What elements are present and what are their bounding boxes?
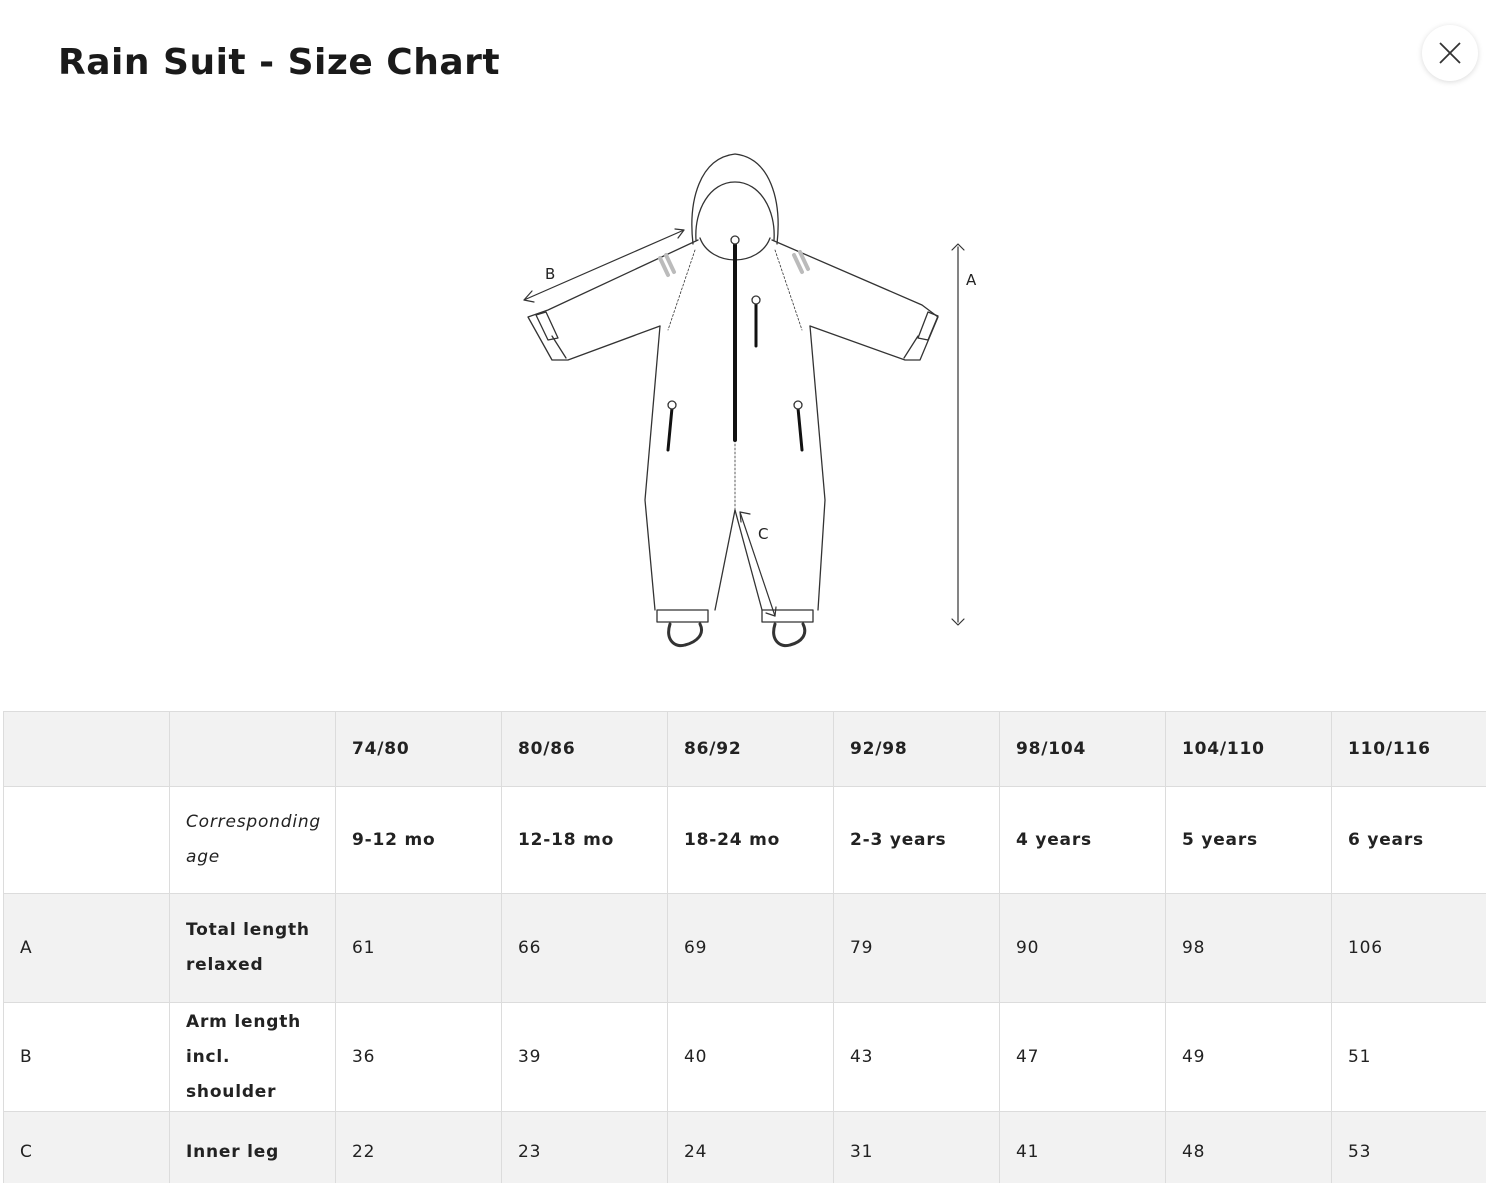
measurement-row-a — [4, 894, 1486, 1003]
measurement-label-cell: Inner leg — [170, 1112, 336, 1183]
value-cell: 106 — [1332, 894, 1486, 1003]
value-cell: 69 — [668, 894, 834, 1003]
row-code-cell: B — [4, 1003, 170, 1112]
age-label-cell: Corresponding age — [170, 787, 336, 894]
measurement-row-c — [4, 1112, 1486, 1183]
value-cell: 48 — [1166, 1112, 1332, 1183]
age-cell: 6 years — [1332, 787, 1486, 894]
value-cell: 41 — [1000, 1112, 1166, 1183]
age-cell: 18-24 mo — [668, 787, 834, 894]
value-cell: 61 — [336, 894, 502, 1003]
measurement-label-cell: Total length relaxed — [170, 894, 336, 1003]
rain-suit-diagram — [500, 140, 1000, 660]
value-cell: 43 — [834, 1003, 1000, 1112]
size-header-cell: 98/104 — [1000, 712, 1166, 787]
value-cell: 40 — [668, 1003, 834, 1112]
row-code-cell: A — [4, 894, 170, 1003]
value-cell: 47 — [1000, 1003, 1166, 1112]
value-cell: 98 — [1166, 894, 1332, 1003]
close-icon — [1437, 40, 1463, 66]
header-blank-cell — [4, 712, 170, 787]
size-table — [3, 711, 1486, 1183]
size-header-cell: 92/98 — [834, 712, 1000, 787]
value-cell: 24 — [668, 1112, 834, 1183]
value-cell: 39 — [502, 1003, 668, 1112]
age-row — [4, 787, 1486, 894]
value-cell: 53 — [1332, 1112, 1486, 1183]
age-cell: 4 years — [1000, 787, 1166, 894]
value-cell: 51 — [1332, 1003, 1486, 1112]
size-header-row — [4, 712, 1486, 787]
size-header-cell: 104/110 — [1166, 712, 1332, 787]
measure-label-b: B — [545, 265, 556, 283]
row-code-cell: C — [4, 1112, 170, 1183]
page-title: Rain Suit - Size Chart — [58, 42, 501, 83]
value-cell: 90 — [1000, 894, 1166, 1003]
value-cell: 66 — [502, 894, 668, 1003]
close-button[interactable] — [1422, 25, 1478, 81]
measure-label-c: C — [758, 525, 769, 543]
size-header-cell: 74/80 — [336, 712, 502, 787]
size-header-cell: 110/116 — [1332, 712, 1486, 787]
measurement-row-b — [4, 1003, 1486, 1112]
value-cell: 79 — [834, 894, 1000, 1003]
measurement-label-cell: Arm length incl. shoulder — [170, 1003, 336, 1112]
value-cell: 49 — [1166, 1003, 1332, 1112]
age-cell: 12-18 mo — [502, 787, 668, 894]
size-header-cell: 86/92 — [668, 712, 834, 787]
age-cell: 2-3 years — [834, 787, 1000, 894]
size-header-cell: 80/86 — [502, 712, 668, 787]
age-cell: 9-12 mo — [336, 787, 502, 894]
measure-label-a: A — [966, 271, 977, 289]
value-cell: 23 — [502, 1112, 668, 1183]
value-cell: 36 — [336, 1003, 502, 1112]
header-blank-cell — [170, 712, 336, 787]
age-cell: 5 years — [1166, 787, 1332, 894]
row-code-cell — [4, 787, 170, 894]
value-cell: 22 — [336, 1112, 502, 1183]
value-cell: 31 — [834, 1112, 1000, 1183]
